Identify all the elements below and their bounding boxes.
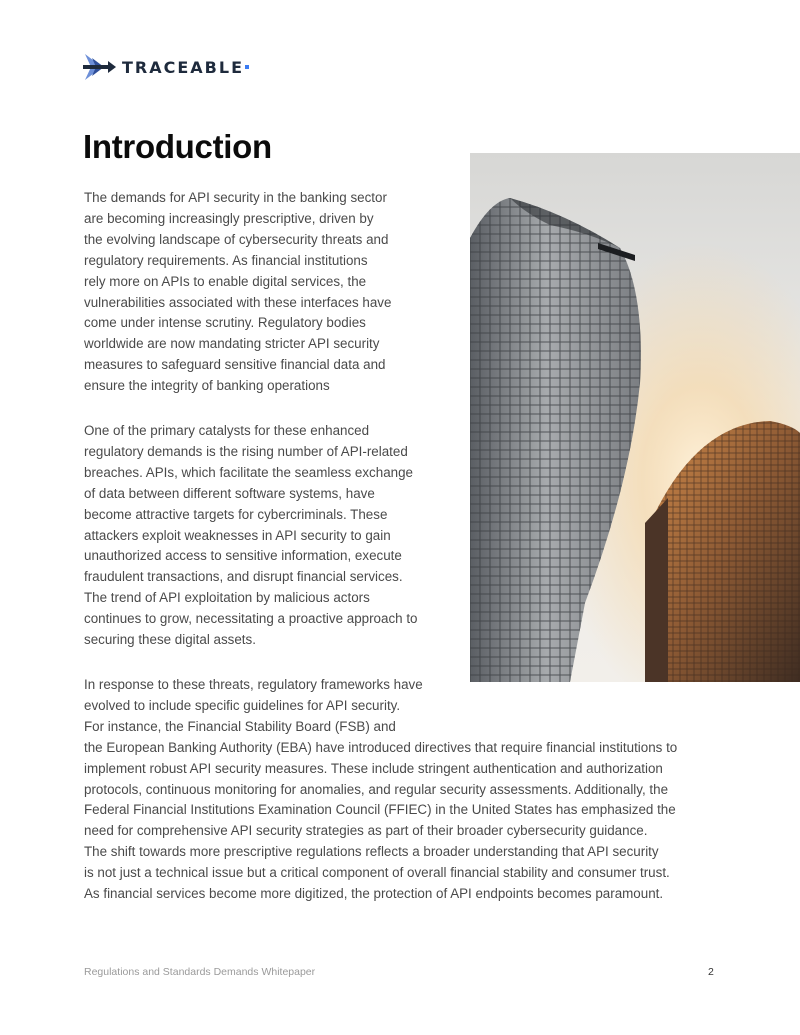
paragraph-2 bbox=[84, 421, 417, 651]
text-line: of data between different software systems, have bbox=[84, 485, 375, 501]
text-line: unauthorized access to sensitive information, execute bbox=[84, 548, 402, 564]
text-line: is not just a technical issue but a critical component of overall financial stability and consumer trust. bbox=[84, 865, 670, 881]
text-line: the evolving landscape of cybersecurity threats and bbox=[84, 231, 389, 247]
text-line: regulatory requirements. As financial institutions bbox=[84, 252, 368, 268]
text-line: worldwide are now mandating stricter API security bbox=[84, 336, 380, 352]
text-line: measures to safeguard sensitive financial data and bbox=[84, 357, 386, 373]
text-line: the European Banking Authority (EBA) have introduced directives that require financial institutions to bbox=[84, 739, 678, 755]
logo-wordmark: TRACEABLE bbox=[122, 57, 244, 77]
footer-document-name: Regulations and Standards Demands Whitepaper bbox=[84, 966, 316, 978]
text-line: One of the primary catalysts for these enhanced bbox=[84, 423, 370, 438]
text-line: As financial services become more digitized, the protection of API endpoints becomes paramount. bbox=[84, 886, 664, 902]
text-line: are becoming increasingly prescriptive, driven by bbox=[84, 210, 374, 226]
page-title: Introduction bbox=[83, 128, 272, 165]
logo-accent-dot bbox=[245, 65, 249, 69]
text-line: protocols, continuous monitoring for anomalies, and regular security assessments. Additionally, the bbox=[84, 781, 669, 797]
text-line: The demands for API security in the banking sector bbox=[84, 190, 387, 205]
text-line: ensure the integrity of banking operations bbox=[84, 378, 330, 394]
text-line: need for comprehensive API security strategies as part of their broader cybersecurity guidance. bbox=[84, 823, 648, 839]
paragraph-3 bbox=[84, 675, 677, 905]
traceable-arrow-logo-icon bbox=[82, 50, 118, 84]
text-line: evolved to include specific guidelines for API security. bbox=[84, 697, 401, 713]
text-line: For instance, the Financial Stability Board (FSB) and bbox=[84, 718, 396, 734]
text-line: attackers exploit weaknesses in API security to gain bbox=[84, 527, 391, 543]
text-line: implement robust API security measures. These include stringent authentication and authorization bbox=[84, 760, 663, 776]
traceable-logo bbox=[82, 44, 270, 90]
text-line: The shift towards more prescriptive regulations reflects a broader understanding that API security bbox=[84, 844, 659, 860]
paragraph-1 bbox=[84, 188, 391, 397]
text-line: become attractive targets for cybercriminals. These bbox=[84, 506, 388, 522]
text-line: regulatory demands is the rising number of API-related bbox=[84, 443, 408, 459]
text-line: securing these digital assets. bbox=[84, 632, 256, 648]
skyscrapers-photo bbox=[470, 153, 800, 682]
text-line: rely more on APIs to enable digital services, the bbox=[84, 273, 367, 289]
footer-page-number: 2 bbox=[708, 966, 714, 978]
text-line: come under intense scrutiny. Regulatory bodies bbox=[84, 315, 366, 331]
text-line: fraudulent transactions, and disrupt financial services. bbox=[84, 569, 403, 585]
text-line: vulnerabilities associated with these interfaces have bbox=[84, 294, 392, 310]
text-line: The trend of API exploitation by malicious actors bbox=[84, 590, 370, 606]
text-line: breaches. APIs, which facilitate the seamless exchange bbox=[84, 464, 413, 480]
text-line: continues to grow, necessitating a proactive approach to bbox=[84, 611, 418, 627]
text-line: In response to these threats, regulatory frameworks have bbox=[84, 677, 423, 692]
text-line: Federal Financial Institutions Examination Council (FFIEC) in the United States has emphasized the bbox=[84, 802, 676, 818]
